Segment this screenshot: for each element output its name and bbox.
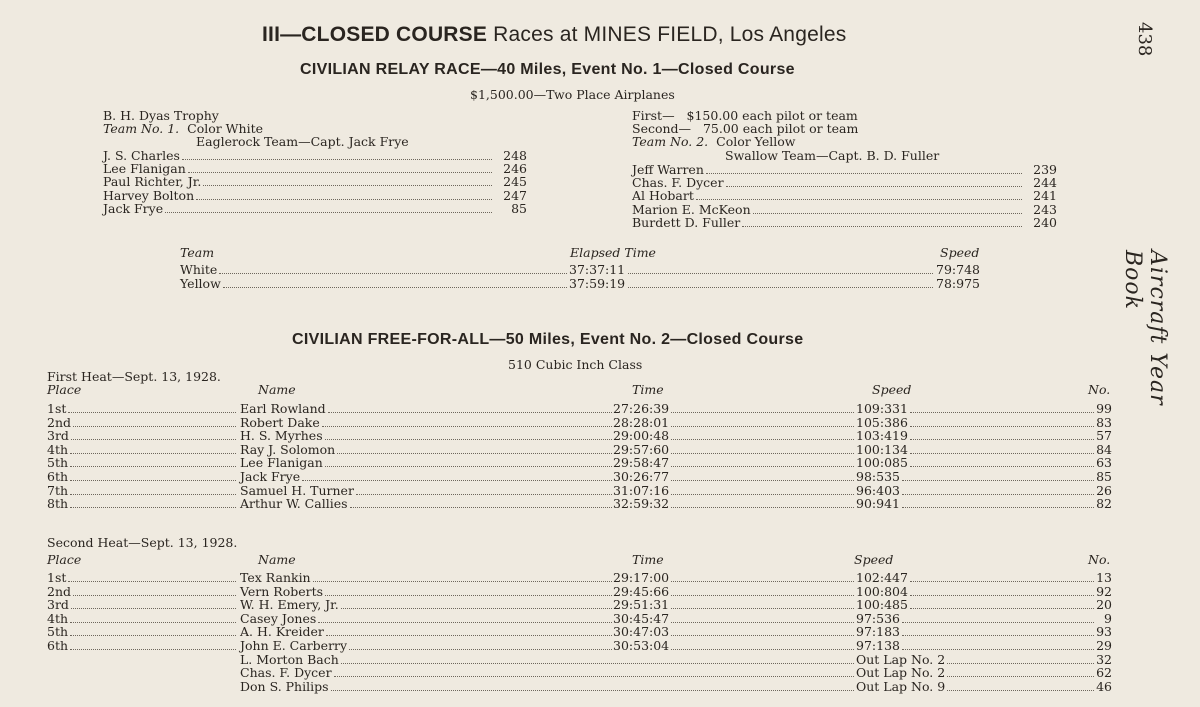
heat-place: 1st [47,570,67,585]
team-member-name: Jeff Warren [632,162,704,177]
team2-label: Team No. 2. [632,134,709,149]
trophy: B. H. Dyas Trophy [103,108,219,123]
heat-place: 8th [47,496,69,512]
main-heading [262,23,846,47]
dot-leader [671,649,854,650]
heat-time: 29:57:60 [613,441,670,457]
prize-first-amount: $150.00 each pilot or team [686,108,858,123]
team-member-name: Al Hobart [632,188,694,204]
dot-leader [188,172,492,173]
dot-leader [742,226,1022,227]
team2-color: Color Yellow [716,134,796,149]
team-member-number: 246 [503,161,527,177]
heat-name: Robert Dake [240,414,320,430]
dot-leader [325,466,612,467]
heat-number: 84 [1096,441,1112,457]
dot-leader [671,466,854,467]
dot-leader [910,466,1094,467]
heat-speed: 97:138 [856,638,900,653]
heat-number: 82 [1096,496,1112,512]
ffa-class: 510 Cubic Inch Class [508,357,643,372]
side-title: Aircraft Year Book [1120,250,1170,406]
dot-leader [696,199,1022,200]
heat-number: 63 [1096,455,1112,471]
dot-leader [318,622,612,623]
team1-color: Color White [187,121,264,136]
dot-leader [68,412,236,413]
dot-leader [70,507,236,508]
dot-leader [223,287,567,288]
dot-leader [947,676,1094,677]
heat-name: Jack Frye [240,469,301,484]
heat-speed: 103:419 [856,428,908,444]
team-member-name: J. S. Charles [103,148,180,163]
dot-leader [322,426,612,427]
heat1-speed-header: Speed [872,382,912,397]
heat-name: L. Morton Bach [240,651,339,667]
heat-name: Lee Flanigan [240,455,323,471]
dot-leader [671,608,854,609]
dot-leader [328,412,612,413]
team-member-number: 239 [1033,162,1057,177]
team-member-number: 85 [511,200,527,216]
dot-leader [341,663,854,664]
dot-leader [71,608,236,609]
dot-leader [70,453,236,454]
result-time: 37:37:11 [569,262,626,277]
dot-leader [753,213,1022,214]
dot-leader [71,439,236,440]
dot-leader [671,412,854,413]
heat-number: 26 [1096,482,1112,498]
heat-name: Arthur W. Callies [240,496,348,512]
heat-name: Samuel H. Turner [240,482,354,498]
dot-leader [70,635,236,636]
team2-header [632,135,795,148]
dot-leader [902,507,1094,508]
dot-leader [331,690,854,691]
heat-time: 29:51:31 [613,597,670,613]
dot-leader [902,622,1094,623]
dot-leader [902,649,1094,650]
heat-time: 28:28:01 [613,414,670,430]
heat-speed: Out Lap No. 2 [856,651,946,667]
heat-name: W. H. Emery, Jr. [240,597,339,613]
dot-leader [628,287,933,288]
dot-leader [349,649,612,650]
dot-leader [203,185,492,186]
dot-leader [334,676,854,677]
prize-first-label: First— [632,108,675,123]
dot-leader [325,595,612,596]
dot-leader [337,453,612,454]
heat-number: 83 [1096,414,1112,430]
page-number: 438 [1134,22,1155,57]
heat-speed: 90:941 [856,496,900,512]
team-member-number: 247 [503,187,527,203]
heat-number: 13 [1096,570,1112,585]
dot-leader [910,581,1094,582]
heat-number: 85 [1096,469,1112,484]
heat-time: 31:07:16 [613,482,670,498]
dot-leader [313,581,612,582]
team-member-number: 248 [503,148,527,163]
heat-speed: Out Lap No. 9 [856,678,946,694]
heat2-speed-header: Speed [854,552,894,567]
dot-leader [902,494,1094,495]
dot-leader [70,494,236,495]
dot-leader [70,649,236,650]
team-member-name: Lee Flanigan [103,161,186,177]
heat-place: 4th [47,610,69,626]
heat-name: Vern Roberts [240,583,324,599]
dot-leader [902,480,1094,481]
heat-speed: 98:535 [856,469,900,484]
heat1-time-header: Time [632,382,664,397]
heat-number: 46 [1096,678,1112,694]
results-team-header: Team [180,245,215,260]
result-team: White [180,262,218,277]
heat-place: 6th [47,638,69,653]
ffa-title: CIVILIAN FREE-FOR-ALL—50 Miles, Event No. 2—Closed Course [292,331,804,348]
heat-speed: 96:403 [856,482,900,498]
dot-leader [196,199,492,200]
dot-leader [70,622,236,623]
dot-leader [70,466,236,467]
dot-leader [165,212,492,213]
heading-rest: Races at MINES FIELD, Los Angeles [493,23,847,46]
team-member-number: 244 [1033,175,1057,191]
heat-number: 93 [1096,624,1112,640]
heat-time: 29:00:48 [613,428,670,444]
heat-number: 32 [1096,651,1112,667]
heat-place: 6th [47,469,69,484]
dot-leader [671,507,854,508]
heat-time: 29:45:66 [613,583,670,599]
team-member-name: Burdett D. Fuller [632,214,741,230]
dot-leader [910,412,1094,413]
heat-place: 3rd [47,597,69,613]
heat-place: 4th [47,441,69,457]
heat-place: 7th [47,482,69,498]
heat-name: Casey Jones [240,610,317,626]
team2-captain: Swallow Team—Capt. B. D. Fuller [725,148,940,163]
heat-number: 29 [1096,638,1112,653]
heat-name: John E. Carberry [240,638,348,653]
dot-leader [910,439,1094,440]
dot-leader [910,426,1094,427]
heat-number: 62 [1096,665,1112,681]
dot-leader [947,663,1094,664]
heat-number: 9 [1104,610,1112,626]
heat2-time-header: Time [632,552,664,567]
heat-speed: 97:536 [856,610,900,626]
heading-prefix: III—CLOSED COURSE [262,23,488,46]
dot-leader [671,439,854,440]
dot-leader [671,494,854,495]
heat-name: A. H. Kreider [240,624,324,640]
heat-time: 30:26:77 [613,469,670,484]
dot-leader [628,273,933,274]
heat-place: 5th [47,455,69,471]
team-member-name: Marion E. McKeon [632,201,751,217]
heat-time: 32:59:32 [613,496,670,512]
dot-leader [947,690,1094,691]
results-time-header: Elapsed Time [570,245,656,260]
heat-number: 92 [1096,583,1112,599]
dot-leader [73,595,236,596]
heat-name: Tex Rankin [240,570,311,585]
dot-leader [73,426,236,427]
heat-name: Earl Rowland [240,401,326,416]
team-member-number: 241 [1033,188,1057,204]
heat-name: Don S. Philips [240,678,329,694]
heat-time: 30:53:04 [613,638,670,653]
heat-place: 2nd [47,583,72,599]
result-time: 37:59:19 [569,276,626,291]
dot-leader [68,581,236,582]
result-team: Yellow [180,276,221,291]
dot-leader [671,581,854,582]
heat-time: 27:26:39 [613,401,670,416]
dot-leader [671,635,854,636]
heat1-no-header: No. [1088,382,1111,397]
team-member-name: Jack Frye [103,200,164,216]
team-member-name: Harvey Bolton [103,187,195,203]
heat-number: 20 [1096,597,1112,613]
team1-captain: Eaglerock Team—Capt. Jack Frye [196,134,409,149]
result-speed: 79:748 [936,262,980,277]
dot-leader [706,173,1022,174]
heat-place: 3rd [47,428,69,444]
dot-leader [219,273,567,274]
heat-speed: 100:804 [856,583,908,599]
heat-place: 1st [47,401,67,416]
results-speed-header: Speed [940,245,980,260]
dot-leader [70,480,236,481]
team-member-name: Paul Richter, Jr. [103,174,202,190]
team1-label: Team No. 1. [103,121,180,136]
team-member-name: Chas. F. Dycer [632,175,724,191]
dot-leader [902,635,1094,636]
team-member-number: 243 [1033,201,1057,217]
team-member-number: 240 [1033,214,1057,230]
dot-leader [302,480,612,481]
dot-leader [671,595,854,596]
heat-time: 30:45:47 [613,610,670,626]
prize-second-amount: 75.00 each pilot or team [702,121,859,136]
heat-speed: 102:447 [856,570,908,585]
heat-speed: 100:134 [856,441,908,457]
dot-leader [671,480,854,481]
relay-prize: $1,500.00—Two Place Airplanes [470,87,675,102]
heat-time: 29:17:00 [613,570,670,585]
dot-leader [350,507,612,508]
heat-speed: 100:085 [856,455,908,471]
heat-place: 5th [47,624,69,640]
heat1-label: First Heat—Sept. 13, 1928. [47,369,221,384]
dot-leader [671,622,854,623]
relay-title: CIVILIAN RELAY RACE—40 Miles, Event No. 1—Closed Course [300,61,795,78]
heat1-place-header: Place [47,382,82,397]
dot-leader [325,439,612,440]
dot-leader [910,608,1094,609]
dot-leader [726,186,1022,187]
heat2-place-header: Place [47,552,82,567]
heat1-name-header: Name [258,382,296,397]
heat-name: Ray J. Solomon [240,441,336,457]
heat-name: Chas. F. Dycer [240,665,332,681]
heat-time: 30:47:03 [613,624,670,640]
heat-speed: 109:331 [856,401,908,416]
dot-leader [671,426,854,427]
heat2-no-header: No. [1088,552,1111,567]
heat-number: 99 [1096,401,1112,416]
prize-second-label: Second— [632,121,692,136]
heat-speed: 97:183 [856,624,900,640]
dot-leader [910,453,1094,454]
heat-speed: 100:485 [856,597,908,613]
heat-speed: 105:386 [856,414,908,430]
dot-leader [341,608,612,609]
dot-leader [356,494,612,495]
heat2-label: Second Heat—Sept. 13, 1928. [47,535,238,550]
heat-number: 57 [1096,428,1112,444]
team-member-number: 245 [503,174,527,190]
heat-place: 2nd [47,414,72,430]
heat-time: 29:58:47 [613,455,670,471]
heat-speed: Out Lap No. 2 [856,665,946,681]
dot-leader [182,159,492,160]
dot-leader [326,635,612,636]
heat2-name-header: Name [258,552,296,567]
result-speed: 78:975 [936,276,980,291]
dot-leader [671,453,854,454]
heat-name: H. S. Myrhes [240,428,323,444]
dot-leader [910,595,1094,596]
